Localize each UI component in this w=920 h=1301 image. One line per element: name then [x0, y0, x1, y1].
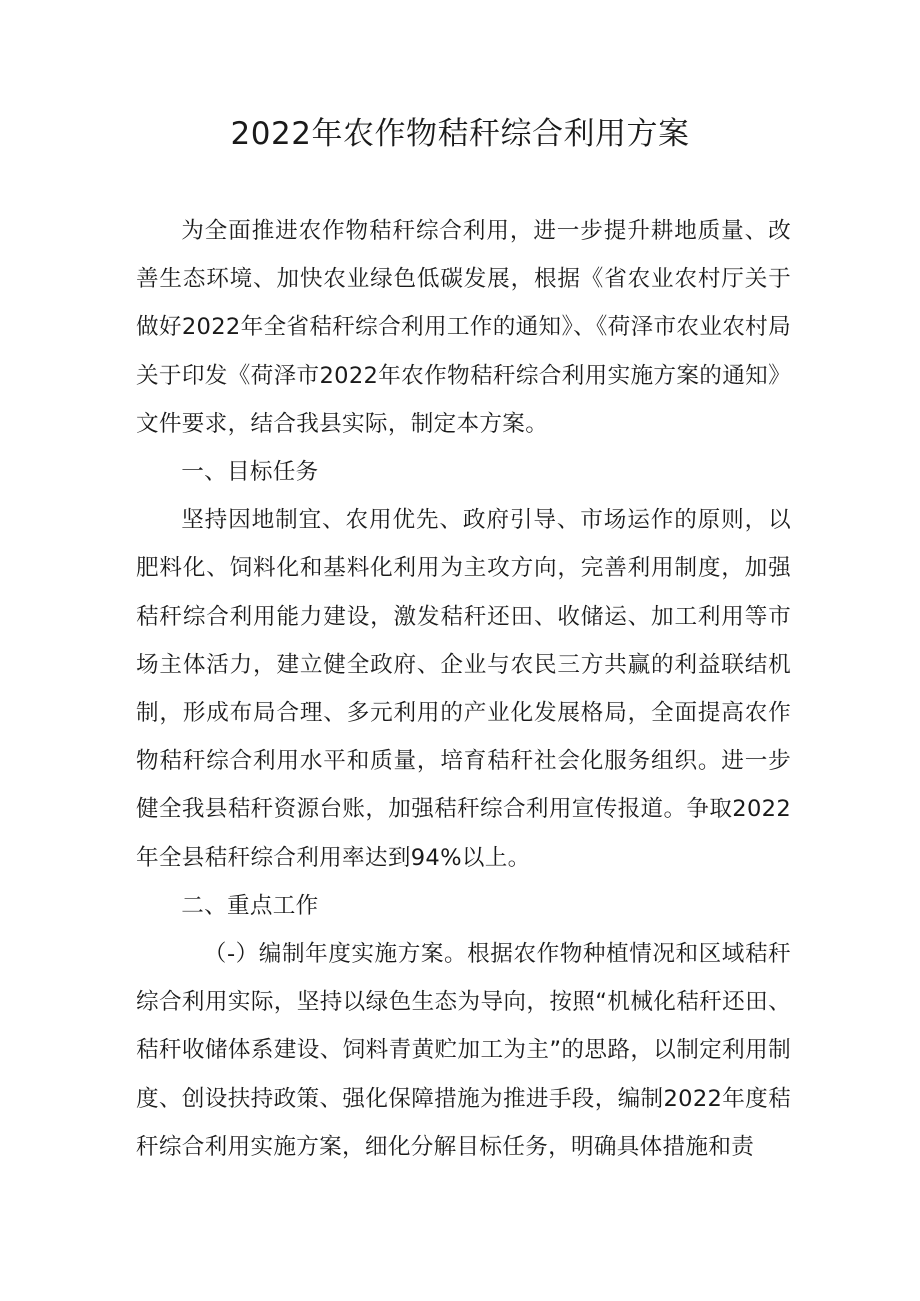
document-body — [136, 207, 791, 1171]
key-work-item-1-paragraph: （-）编制年度实施方案。根据农作物种植情况和区域秸秆综合利用实际，坚持以绿色生态为导向，按照“机械化秸秆还田、秸秆收储体系建设、饲料青黄贮加工为主”的思路，以制定利用制度、创设扶持政策、强化保障措施为推进手段，编制2022年度秸秆综合利用实施方案，细化分解目标任务，明确具体措施和责 — [136, 941, 791, 1160]
section-heading-goals: 一、目标任务 — [181, 459, 319, 486]
document-title: 2022年农作物秸秆综合利用方案 — [230, 116, 690, 152]
goals-paragraph: 坚持因地制宜、农用优先、政府引导、市场运作的原则，以肥料化、饲料化和基料化利用为主攻方向，完善利用制度，加强秸秆综合利用能力建设，激发秸秆还田、收储运、加工利用等市场主体活力，建立健全政府、企业与农民三方共赢的利益联结机制，形成布局合理、多元利用的产业化发展格局，全面提高农作物秸秆综合利用水平和质量，培育秸秆社会化服务组织。进一步健全我县秸秆资源台账，加强秸秆综合利用宣传报道。争取2022年全县秸秆综合利用率达到94%以上。 — [136, 507, 791, 871]
section-heading-key-work: 二、重点工作 — [181, 892, 319, 919]
intro-paragraph: 为全面推进农作物秸秆综合利用，进一步提升耕地质量、改善生态环境、加快农业绿色低碳发展，根据《省农业农村厅关于做好2022年全省秸秆综合利用工作的通知》、《荷泽市农业农村局关于印发《荷泽市2022年农作物秸秆综合利用实施方案的通知》文件要求，结合我县实际，制定本方案。 — [136, 218, 791, 437]
